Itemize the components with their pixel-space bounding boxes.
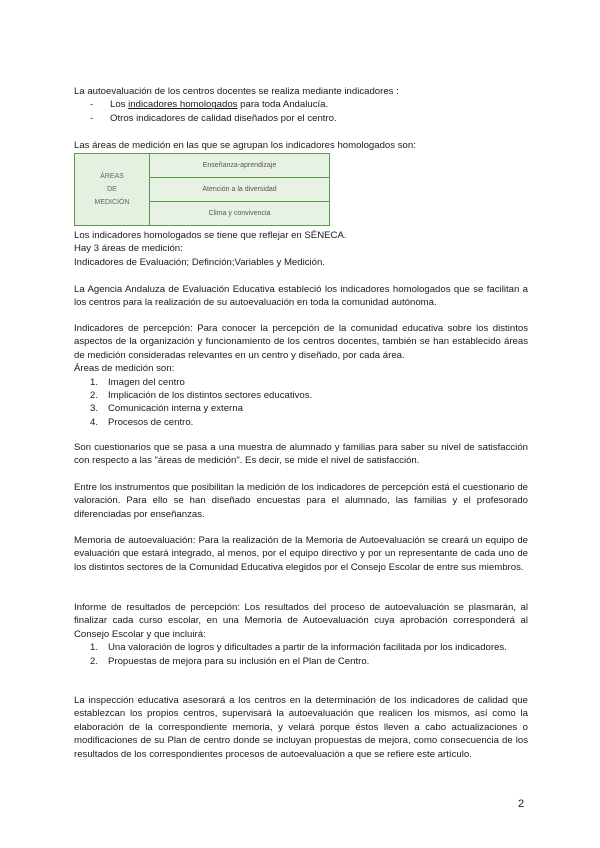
areas-label: ÁREAS DE MEDICIÓN <box>75 154 150 226</box>
list-item: 1. Imagen del centro <box>90 376 185 388</box>
inspeccion-paragraph: La inspección educativa asesorará a los centros en la determinación de los indicadores de calidad que establezcan los propios centros, supervisará la autoevaluación que realicen los mismos, así como la elaboración de la correspondiente memoria, y velará porque éstos lleven a cabo actualizaciones o modificaciones de su Plan de centro donde se incluyan propuestas de mejora, como consecuencia de los resultados de los correspondientes procesos de autoevaluación a que se refiere este artículo. <box>74 695 528 760</box>
areas-figure <box>74 153 528 226</box>
percepcion-paragraph: Indicadores de percepción: Para conocer la percepción de la comunidad educativa sobre los distintos aspectos de la organización y funcionamiento de los centros docentes, también se han establecido áreas de medición consideradas relevantes en un centro y diseñado, por cada área. <box>74 323 528 361</box>
seneca-line: Indicadores de Evaluación; Definción;Variables y Medición. <box>74 256 325 268</box>
list-item: - Otros indicadores de calidad diseñados por el centro. <box>90 112 337 124</box>
informe-section <box>74 601 528 668</box>
list-item: 2. Propuestas de mejora para su inclusión en el Plan de Centro. <box>90 655 370 667</box>
seneca-line: Los indicadores homologados se tiene que reflejar en SÉNECA. <box>74 230 347 241</box>
intro-section <box>74 85 528 125</box>
intro-text: La autoevaluación de los centros docentes se realiza mediante indicadores : <box>74 86 399 97</box>
list-item: 1. Una valoración de logros y dificultades a partir de la información facilitada por los indicadores. <box>90 642 507 654</box>
underlined-term: indicadores homologados <box>128 99 238 111</box>
list-item: - Los indicadores homologados para toda Andalucía. <box>90 99 329 111</box>
seneca-section <box>74 229 528 269</box>
percepcion-subtitle: Áreas de medición son: <box>74 363 175 375</box>
informe-list <box>74 641 528 668</box>
percepcion-list <box>74 376 528 430</box>
list-item: 2. Implicación de los distintos sectores educativos. <box>90 390 313 402</box>
list-item: 3. Comunicación interna y externa <box>90 403 243 415</box>
area-row: Clima y convivencia <box>150 202 330 226</box>
memoria-paragraph: Memoria de autoevaluación: Para la realización de la Memoria de Autoevaluación se creará un equipo de evaluación que estará integrado, al menos, por el equipo directivo y por un representante de cada uno de los distintos sectores de la Comunidad Educativa elegidos por el Consejo Escolar de entre sus miembros. <box>74 535 528 573</box>
cuestionarios-paragraph: Son cuestionarios que se pasa a una muestra de alumnado y familias para saber su nivel de satisfacción con respecto a las "áreas de medición". Es decir, se mide el nivel de satisfacción. <box>74 442 528 467</box>
areas-intro: Las áreas de medición en las que se agrupan los indicadores homologados son: <box>74 140 416 151</box>
list-item: 4. Procesos de centro. <box>90 416 194 428</box>
area-row: Atención a la diversidad <box>150 178 330 202</box>
informe-paragraph: Informe de resultados de percepción: Los resultados del proceso de autoevaluación se plasmarán, al finalizar cada curso escolar, en una Memoria de Autoevaluación cuya aprobación corresponderá al Consejo Escolar y que incluirá: <box>74 602 528 640</box>
page-number: 2 <box>518 798 525 810</box>
seneca-line: Hay 3 áreas de medición: <box>74 243 183 255</box>
intro-list <box>74 98 528 125</box>
instrumentos-paragraph: Entre los instrumentos que posibilitan la medición de los indicadores de percepción está el cuestionario de valoración. Para ello se han diseñado encuestas para el alumnado, las familias y el profesorado diferenciadas por enseñanzas. <box>74 482 528 520</box>
agencia-paragraph: La Agencia Andaluza de Evaluación Educativa estableció los indicadores homologados que se facilitan a los centros para la realización de su autoevaluación en toda la comunidad autónoma. <box>74 284 528 309</box>
area-row: Enseñanza-aprendizaje <box>150 154 330 178</box>
areas-table <box>74 153 330 226</box>
percepcion-section <box>74 322 528 429</box>
